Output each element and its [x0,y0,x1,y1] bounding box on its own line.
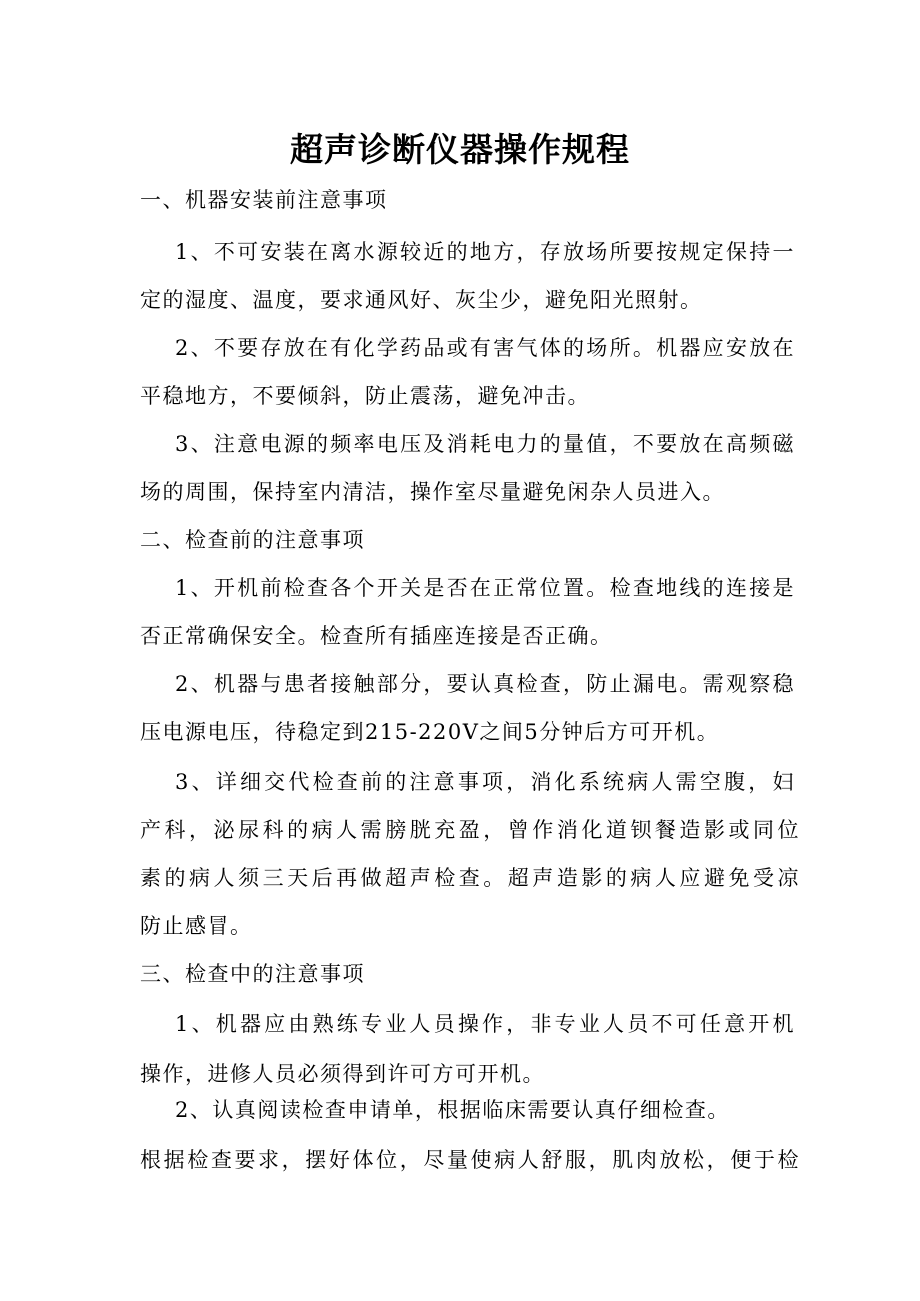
paragraph-line: 2、不要存放在有化学药品或有害气体的场所。机器应安放在 [175,336,795,360]
section-heading-3: 三、检查中的注意事项 [140,962,365,986]
paragraph-line: 防止感冒。 [140,914,253,938]
page-title: 超声诊断仪器操作规程 [290,130,630,169]
paragraph-line: 3、注意电源的频率电压及消耗电力的量值，不要放在高频磁 [175,432,795,456]
paragraph-line: 否正常确保安全。检查所有插座连接是否正确。 [140,624,613,648]
section-heading-2: 二、检查前的注意事项 [140,528,365,552]
paragraph-line: 素的病人须三天后再做超声检查。超声造影的病人应避免受凉 [140,866,800,890]
paragraph-line: 2、认真阅读检查申请单，根据临床需要认真仔细检查。 [175,1098,730,1122]
section-heading-1: 一、机器安装前注意事项 [140,188,388,212]
paragraph-line: 根据检查要求，摆好体位，尽量使病人舒服，肌肉放松，便于检 [140,1148,800,1172]
paragraph-line: 场的周围，保持室内清洁，操作室尽量避免闲杂人员进入。 [140,480,725,504]
paragraph-line: 压电源电压，待稳定到215-220V之间5分钟后方可开机。 [140,720,720,744]
paragraph-line: 1、不可安装在离水源较近的地方，存放场所要按规定保持一 [175,240,795,264]
paragraph-line: 定的湿度、温度，要求通风好、灰尘少，避免阳光照射。 [140,288,703,312]
paragraph-line: 1、开机前检查各个开关是否在正常位置。检查地线的连接是 [175,576,795,600]
paragraph-line: 2、机器与患者接触部分，要认真检查，防止漏电。需观察稳 [175,672,795,696]
paragraph-line: 3、详细交代检查前的注意事项，消化系统病人需空腹，妇 [175,770,795,794]
paragraph-line: 平稳地方，不要倾斜，防止震荡，避免冲击。 [140,384,590,408]
paragraph-line: 1、机器应由熟练专业人员操作，非专业人员不可任意开机 [175,1012,795,1036]
paragraph-line: 产科，泌尿科的病人需膀胱充盈，曾作消化道钡餐造影或同位 [140,818,800,842]
paragraph-line: 操作，进修人员必须得到许可方可开机。 [140,1062,545,1086]
